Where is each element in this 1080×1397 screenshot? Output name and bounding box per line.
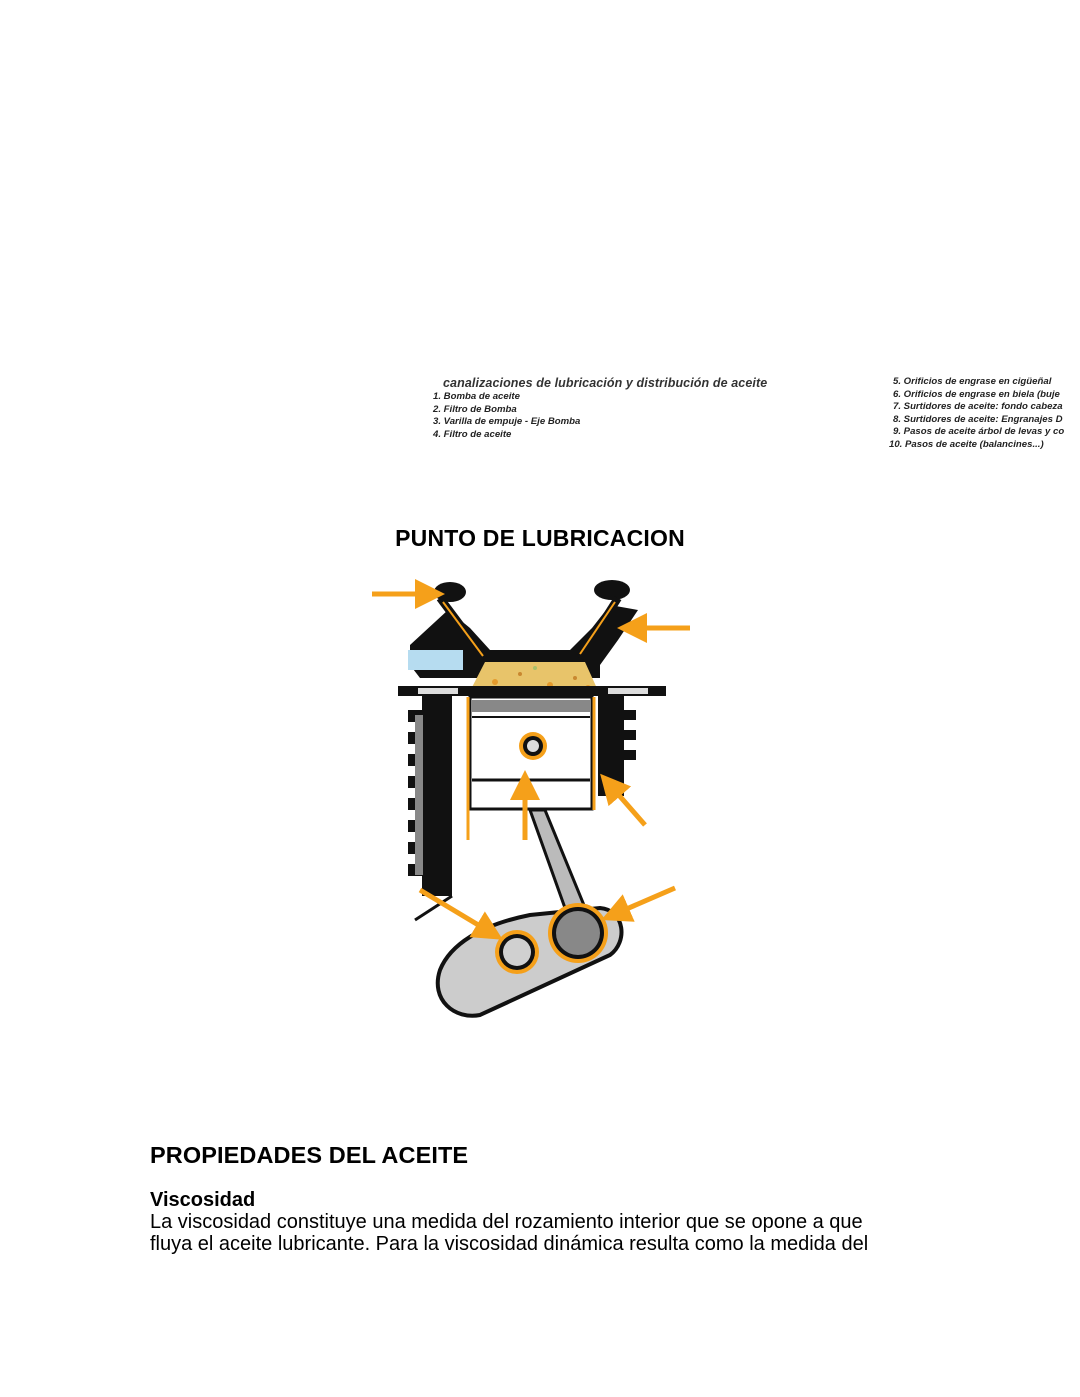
figure-caption-left (433, 376, 803, 441)
caption-item: 4. Filtro de aceite (433, 428, 512, 440)
caption-item: 6. Orificios de engrase en biela (buje (893, 388, 1060, 400)
viscosity-heading: Viscosidad (150, 1189, 256, 1211)
figure-caption-right (889, 376, 1080, 452)
figure-caption-title: canalizaciones de lubricación y distribución de aceite (443, 376, 768, 390)
caption-item: 10. Pasos de aceite (balancines...) (889, 438, 1044, 450)
engine-diagram-icon (360, 570, 700, 1030)
caption-item: 1. Bomba de aceite (433, 391, 520, 402)
paragraph-line: La viscosidad constituye una medida del rozamiento interior que se opone a que (150, 1211, 863, 1233)
caption-item: 5. Orificios de engrase en cigüeñal (893, 376, 1052, 387)
caption-item: 2. Filtro de Bomba (433, 403, 517, 415)
paragraph-line: fluya el aceite lubricante. Para la viscosidad dinámica resulta como la medida del (150, 1233, 869, 1255)
properties-heading: PROPIEDADES DEL ACEITE (150, 1142, 469, 1168)
lubrication-point-title: PUNTO DE LUBRICACION (395, 525, 685, 551)
caption-list-left (433, 391, 803, 441)
caption-item: 8. Surtidores de aceite: Engranajes D (893, 413, 1063, 425)
caption-item: 7. Surtidores de aceite: fondo cabeza (893, 401, 1063, 413)
engine-lubrication-figure (360, 570, 700, 1030)
caption-list-right (889, 376, 1080, 452)
caption-item: 9. Pasos de aceite árbol de levas y co (893, 426, 1065, 438)
viscosity-paragraph (150, 1211, 950, 1255)
caption-item: 3. Varilla de empuje - Eje Bomba (433, 416, 581, 428)
